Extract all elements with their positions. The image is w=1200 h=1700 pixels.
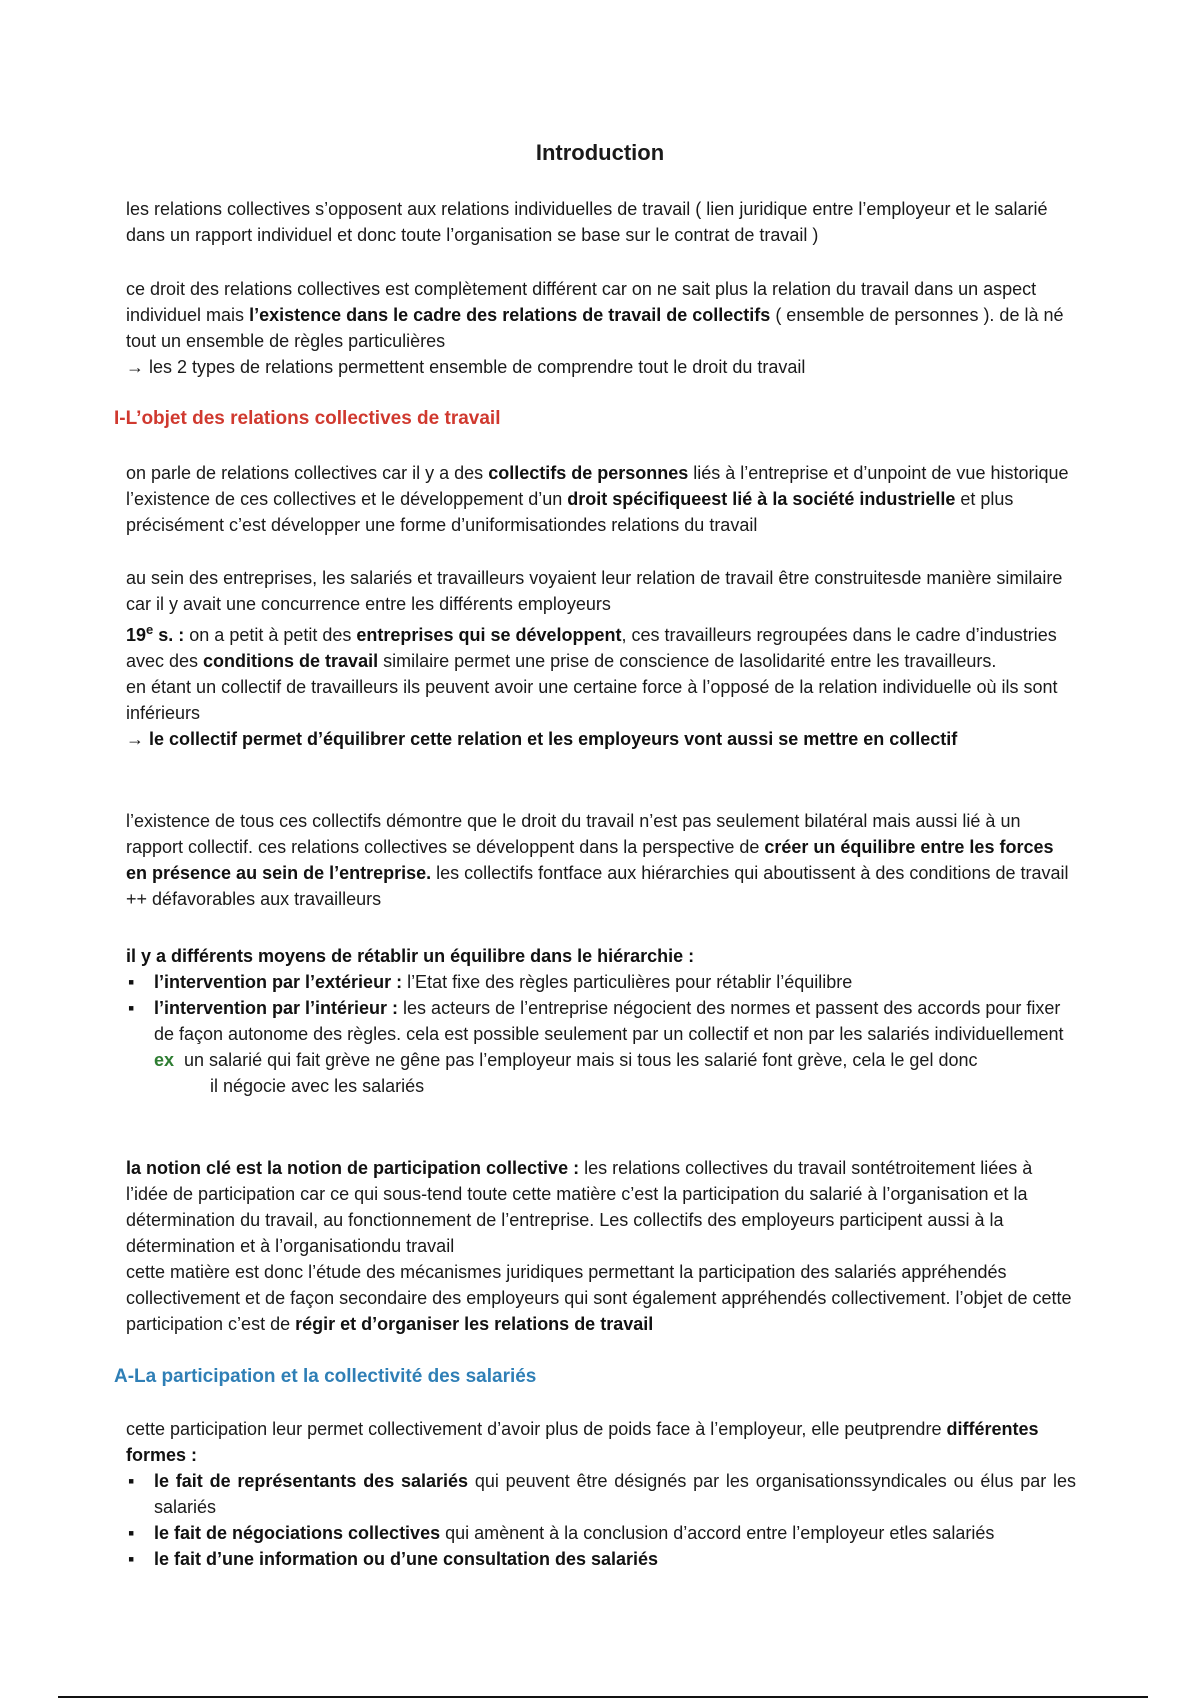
section-a-list bbox=[126, 1416, 1076, 1572]
section-a-intro bbox=[126, 1416, 1076, 1468]
intro-arrow-line: → les 2 types de relations permettent ensemble de comprendre tout le droit du travail bbox=[126, 357, 806, 377]
means-item bbox=[126, 969, 1076, 995]
intro-text-1: les relations collectives s’opposent aux relations individuelles de travail ( lien juridique entre l’employeur et le salarié dans un rapport individuel et donc toute l’organisation se base sur le contrat de travail ) bbox=[126, 199, 1048, 245]
intro-text-2c: ( ensemble de personnes ). de là né tout un ensemble de règles particulières bbox=[126, 305, 1064, 351]
s1p3c: , ces travailleurs regroupées dans le cadre d’industries avec des bbox=[126, 625, 1057, 671]
bullet-icon: ▪ bbox=[128, 1549, 135, 1569]
section-1-text-5c bbox=[126, 1259, 1076, 1337]
section-1-paragraph-2 bbox=[126, 565, 1076, 617]
section-1-heading: I-L’objet des relations collectives de travail bbox=[114, 408, 501, 429]
s1p5a: la notion clé est la notion de participation collective : bbox=[126, 1158, 580, 1178]
intro-text-2a: ce droit des relations collectives est complètement différent car on ne sait plus la relation du travail dans un aspect individuel mais bbox=[126, 279, 1037, 325]
section-1-text-2: au sein des entreprises, les salariés et travailleurs voyaient leur relation de travail être construitesde manière similaire car il y avait une concurrence entre les différents employeurs bbox=[126, 568, 1063, 614]
sAp1b: différentes formes : bbox=[126, 1419, 1039, 1465]
s1-arrow-bold: → le collectif permet d’équilibrer cette relation et les employeurs vont aussi se mettre en collectif bbox=[126, 729, 958, 749]
means-item-text: l’Etat fixe des règles particulières pour rétablir l’équilibre bbox=[402, 972, 853, 992]
section-1-arrow-line bbox=[126, 726, 1076, 752]
s1p1b: collectifs de personnes bbox=[488, 463, 689, 483]
century-superscript: e bbox=[146, 622, 154, 637]
s1p5c: cette matière est donc l’étude des mécanismes juridiques permettant la participation des salariés appréhendés collectivement et de façon secondaire des employeurs qui sont également appréhendés collectivement. l’objet de cette participation c’est de bbox=[126, 1262, 1072, 1334]
s1p1a: on parle de relations collectives car il y a des bbox=[126, 463, 489, 483]
section-1-paragraph-1 bbox=[126, 460, 1076, 538]
intro-text-2 bbox=[126, 276, 1076, 354]
s1p4c: les collectifs fontface aux hiérarchies qui aboutissent à des conditions de travail ++ défavorables aux travailleurs bbox=[126, 863, 1069, 909]
intro-paragraph-2 bbox=[126, 276, 1076, 380]
means-item bbox=[126, 995, 1076, 1047]
bullet-icon: ▪ bbox=[128, 972, 135, 992]
section-1-text-3f: en étant un collectif de travailleurs ils peuvent avoir une certaine force à l’opposé de la relation individuelle où ils sont inférieurs bbox=[126, 677, 1058, 723]
forms-item-bold: le fait de négociations collectives bbox=[154, 1523, 441, 1543]
s1p5b: les relations collectives du travail sontétroitement liées à l’idée de participation car ce qui sous-tend toute cette matière c’est la participation du salarié à l’organisation et la détermination du travail, au fonctionnement de l’entreprise. Les collectifs des employeurs participent aussi à la détermination et à l’organisationdu travail bbox=[126, 1158, 1033, 1256]
means-item-text: les acteurs de l’entreprise négocient des normes et passent des accords pour fixer de façon autonome des règles. cela est possible seulement par un collectif et non par les salariés individuellement bbox=[154, 998, 1064, 1044]
forms-item-bold: le fait d’une information ou d’une consultation des salariés bbox=[154, 1549, 659, 1569]
intro-text-2b: l’existence dans le cadre des relations de travail de collectifs bbox=[249, 305, 771, 325]
means-heading bbox=[126, 943, 1076, 969]
means-list bbox=[126, 943, 1076, 1099]
bullet-icon: ▪ bbox=[128, 998, 135, 1018]
intro-paragraph-1 bbox=[126, 196, 1076, 248]
forms-item bbox=[126, 1468, 1076, 1520]
s1p3d: conditions de travail bbox=[203, 651, 379, 671]
forms-item bbox=[126, 1520, 1076, 1546]
s1p1d: droit spécifiqueest lié à la société industrielle bbox=[567, 489, 956, 509]
s1p4a: l’existence de tous ces collectifs démontre que le droit du travail n’est pas seulement bilatéral mais aussi lié à un rapport collectif. ces relations collectives se développent dans la perspective de bbox=[126, 811, 1021, 857]
means-item-bold: l’intervention par l’extérieur : bbox=[154, 972, 403, 992]
forms-item bbox=[126, 1546, 1076, 1572]
footer-rule bbox=[58, 1696, 1148, 1698]
section-1-text-3 bbox=[126, 622, 1076, 674]
example-label: ex bbox=[154, 1050, 175, 1070]
s1p3e: similaire permet une prise de conscience de lasolidarité entre les travailleurs. bbox=[378, 651, 997, 671]
example-line-2: il négocie avec les salariés bbox=[210, 1076, 425, 1096]
section-1-paragraph-3 bbox=[126, 622, 1076, 752]
s1p3b: entreprises qui se développent bbox=[356, 625, 622, 645]
section-1-text-1 bbox=[126, 460, 1076, 538]
means-heading-text: il y a différents moyens de rétablir un équilibre dans le hiérarchie : bbox=[126, 946, 695, 966]
s1p3a: on a petit à petit des bbox=[184, 625, 357, 645]
century-number: 19 bbox=[126, 625, 147, 645]
s1p4b: créer un équilibre entre les forces en présence au sein de l’entreprise. bbox=[126, 837, 1054, 883]
s1p1c: liés à l’entreprise et d’unpoint de vue historique l’existence de ces collectives et le développement d’un bbox=[126, 463, 1069, 509]
example-text-1: un salarié qui fait grève ne gêne pas l’employeur mais si tous les salarié font grève, cela le gel donc bbox=[184, 1050, 978, 1070]
means-item-bold: l’intervention par l’intérieur : bbox=[154, 998, 399, 1018]
section-1-text-4 bbox=[126, 808, 1076, 912]
sAp1a: cette participation leur permet collectivement d’avoir plus de poids face à l’employeur, elle peutprendre bbox=[126, 1419, 947, 1439]
bullet-icon: ▪ bbox=[128, 1523, 135, 1543]
s1p1e: et plus précisément c’est développer une forme d’uniformisationdes relations du travail bbox=[126, 489, 1014, 535]
section-1-text-5 bbox=[126, 1155, 1076, 1259]
bullet-icon: ▪ bbox=[128, 1471, 135, 1491]
section-1-paragraph-5 bbox=[126, 1155, 1076, 1337]
example-line bbox=[126, 1047, 1076, 1073]
s1p5d: régir et d’organiser les relations de travail bbox=[295, 1314, 654, 1334]
forms-item-text: qui peuvent être désignés par les organisationssyndicales ou élus par les salariés bbox=[154, 1471, 1077, 1517]
forms-item-text: qui amènent à la conclusion d’accord entre l’employeur etles salariés bbox=[440, 1523, 995, 1543]
century-suffix: s. : bbox=[153, 625, 185, 645]
section-a-heading: A-La participation et la collectivité des salariés bbox=[114, 1366, 537, 1387]
page-title: Introduction bbox=[535, 140, 665, 165]
section-1-paragraph-4 bbox=[126, 808, 1076, 912]
forms-item-bold: le fait de représentants des salariés bbox=[154, 1471, 469, 1491]
